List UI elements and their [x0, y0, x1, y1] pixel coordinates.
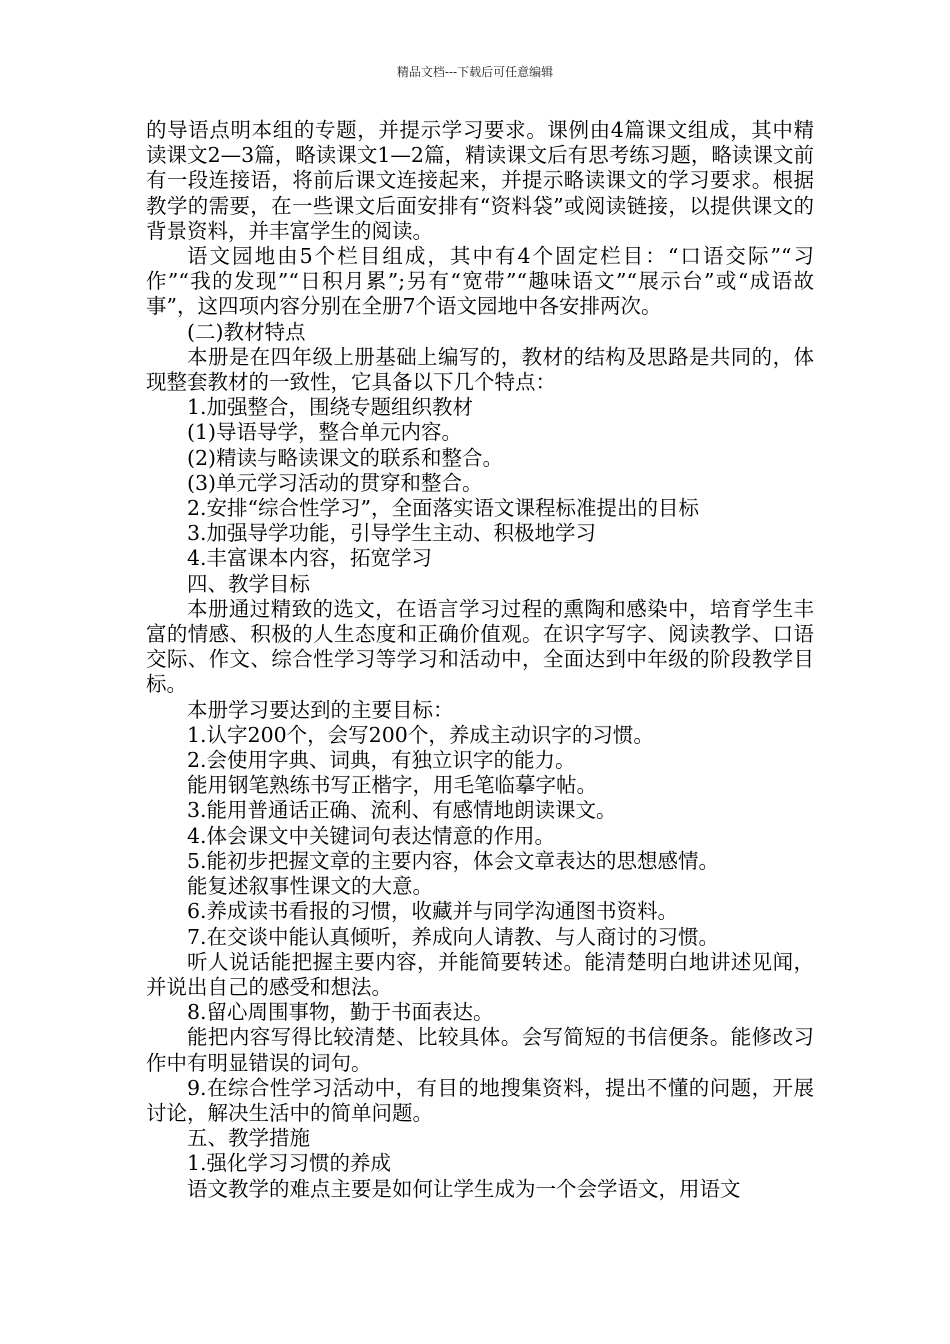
paragraph: 能把内容写得比较清楚、比较具体。会写简短的书信便条。能修改习作中有明显错误的词句。	[146, 1025, 814, 1075]
paragraph: (1)导语导学，整合单元内容。	[187, 420, 463, 445]
paragraph: (3)单元学习活动的贯穿和整合。	[187, 470, 483, 495]
paragraph: 2.安排“综合性学习”，全面落实语文课程标准提出的目标	[187, 496, 700, 521]
paragraph: 1.强化学习习惯的养成	[187, 1151, 392, 1176]
paragraph: 9.在综合性学习活动中，有目的地搜集资料，提出不懂的问题，开展讨论，解决生活中的简单问题。	[146, 1075, 814, 1125]
paragraph: 语文教学的难点主要是如何让学生成为一个会学语文，用语文	[187, 1176, 741, 1201]
paragraph: 1.认字200个，会写200个，养成主动识字的习惯。	[187, 722, 654, 747]
document-body	[146, 118, 814, 1202]
page-header: 精品文档---下载后可任意编辑	[396, 65, 554, 79]
paragraph: 2.会使用字典、词典，有独立识字的能力。	[187, 748, 576, 773]
paragraph: 3.能用普通话正确、流利、有感情地朗读课文。	[187, 798, 617, 823]
paragraph: (二)教材特点	[187, 319, 306, 344]
paragraph: 四、教学目标	[187, 571, 310, 596]
paragraph: 听人说话能把握主要内容，并能简要转述。能清楚明白地讲述见闻，并说出自己的感受和想法。	[146, 949, 814, 999]
paragraph: 本册是在四年级上册基础上编写的，教材的结构及思路是共同的，体现整套教材的一致性，它具备以下几个特点：	[146, 344, 814, 395]
paragraph: 本册学习要达到的主要目标：	[187, 697, 454, 722]
paragraph: 5.能初步把握文章的主要内容，体会文章表达的思想感情。	[187, 848, 720, 873]
paragraph: 五、教学措施	[187, 1126, 310, 1151]
paragraph: 7.在交谈中能认真倾听，养成向人请教、与人商讨的习惯。	[187, 924, 720, 949]
paragraph: 1.加强整合，围绕专题组织教材	[187, 395, 474, 420]
paragraph: 能用钢笔熟练书写正楷字，用毛笔临摹字帖。	[187, 773, 597, 798]
paragraph: 语文园地由5个栏目组成，其中有4个固定栏目：“口语交际”“习作”“我的发现”“日积月累”;另有“宽带”“趣味语文”“展示台”或“成语故事”，这四项内容分别在全册7个语文园地中各安排两次。	[146, 244, 814, 319]
paragraph: 本册通过精致的选文，在语言学习过程的熏陶和感染中，培育学生丰富的情感、积极的人生态度和正确价值观。在识字写字、阅读教学、口语交际、作文、综合性学习等学习和活动中，全面达到中年级的阶段教学目标。	[146, 596, 814, 697]
paragraph: 4.丰富课本内容，拓宽学习	[187, 546, 433, 571]
paragraph: 的导语点明本组的专题，并提示学习要求。课例由4篇课文组成，其中精读课文2—3篇，略读课文1—2篇，精读课文后有思考练习题，略读课文前有一段连接语，将前后课文连接起来，并提示略读课文的学习要求。根据教学的需要，在一些课文后面安排有“资料袋”或阅读链接，以提供课文的背景资料，并丰富学生的阅读。	[146, 118, 814, 243]
paragraph: 6.养成读书看报的习惯，收藏并与同学沟通图书资料。	[187, 899, 679, 924]
paragraph: (2)精读与略读课文的联系和整合。	[187, 445, 504, 470]
paragraph: 3.加强导学功能，引导学生主动、积极地学习	[187, 521, 597, 546]
paragraph: 能复述叙事性课文的大意。	[187, 874, 433, 899]
paragraph: 8.留心周围事物，勤于书面表达。	[187, 1000, 494, 1025]
paragraph: 4.体会课文中关键词句表达情意的作用。	[187, 823, 556, 848]
